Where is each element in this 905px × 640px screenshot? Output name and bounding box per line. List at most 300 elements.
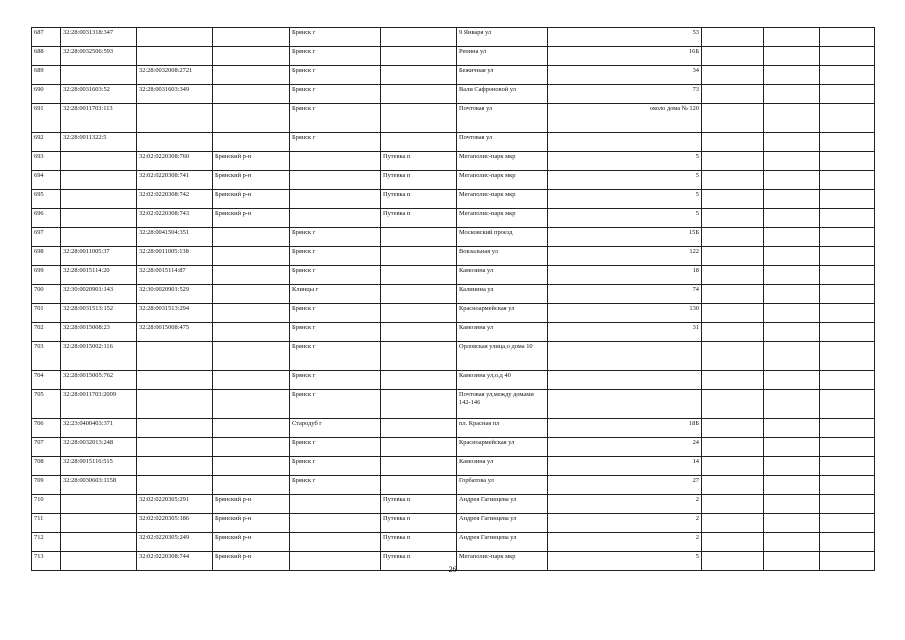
table-row [32,133,875,152]
settlement-cell [381,266,457,285]
cadastral-number-2-cell: 32:02:0220308:741 [137,171,213,190]
table-row [32,152,875,171]
empty-cell [764,85,820,104]
cadastral-number-cell [61,190,137,209]
empty-cell [764,190,820,209]
settlement-cell [381,438,457,457]
street-cell: Мегаполис-парк мкр [457,209,548,228]
district-cell: Брянский р-н [213,514,290,533]
empty-cell [820,266,875,285]
district-cell: Брянский р-н [213,533,290,552]
district-cell [213,247,290,266]
row-number-cell: 696 [32,209,61,228]
settlement-cell [381,285,457,304]
table-row [32,209,875,228]
cadastral-number-2-cell: 32:02:0220305:186 [137,514,213,533]
address-register-table [31,27,875,571]
empty-cell [764,171,820,190]
house-cell: 73 [548,85,702,104]
page-number: 26 [448,565,457,574]
empty-cell [764,133,820,152]
empty-cell [702,371,764,390]
settlement-cell [381,476,457,495]
district-cell [213,371,290,390]
house-cell: 15Б [548,228,702,247]
street-cell: Андрея Гагинцева ул [457,533,548,552]
house-cell: 18 [548,266,702,285]
street-cell: Камозина ул [457,323,548,342]
cadastral-number-2-cell [137,371,213,390]
cadastral-number-2-cell [137,457,213,476]
settlement-cell [381,304,457,323]
row-number-cell: 690 [32,85,61,104]
district-cell [213,304,290,323]
empty-cell [764,228,820,247]
empty-cell [820,171,875,190]
empty-cell [820,304,875,323]
empty-cell [702,514,764,533]
row-number-cell: 712 [32,533,61,552]
cadastral-number-2-cell: 32:02:0220308:743 [137,209,213,228]
city-cell [290,190,381,209]
cadastral-number-cell [61,209,137,228]
city-cell: Брянск г [290,133,381,152]
house-cell: 5 [548,190,702,209]
settlement-cell [381,228,457,247]
street-cell: 9 Января ул [457,28,548,47]
cadastral-number-cell [61,66,137,85]
city-cell: Брянск г [290,85,381,104]
street-cell: Красноармейская ул [457,438,548,457]
house-cell: 2 [548,533,702,552]
street-cell: Камозина ул [457,457,548,476]
city-cell: Брянск г [290,247,381,266]
district-cell: Брянский р-н [213,190,290,209]
cadastral-number-cell [61,495,137,514]
cadastral-number-cell: 32:28:0032013:248 [61,438,137,457]
district-cell [213,266,290,285]
city-cell: Брянск г [290,104,381,133]
table-row [32,28,875,47]
cadastral-number-2-cell: 32:28:0031513:294 [137,304,213,323]
street-cell: Вали Сафроновой ул [457,85,548,104]
empty-cell [820,247,875,266]
row-number-cell: 694 [32,171,61,190]
empty-cell [702,28,764,47]
district-cell: Брянский р-н [213,209,290,228]
city-cell: Брянск г [290,438,381,457]
cadastral-number-2-cell: 32:02:0220305:249 [137,533,213,552]
row-number-cell: 698 [32,247,61,266]
settlement-cell: Путевка п [381,552,457,571]
empty-cell [764,342,820,371]
table-row [32,476,875,495]
empty-cell [820,190,875,209]
cadastral-number-cell [61,228,137,247]
settlement-cell [381,342,457,371]
cadastral-number-2-cell [137,28,213,47]
table-row [32,190,875,209]
cadastral-number-2-cell: 32:30:0020901:529 [137,285,213,304]
empty-cell [702,285,764,304]
empty-cell [702,85,764,104]
empty-cell [702,247,764,266]
house-cell: 31 [548,323,702,342]
empty-cell [702,457,764,476]
house-cell [548,390,702,419]
empty-cell [820,104,875,133]
empty-cell [702,304,764,323]
empty-cell [820,514,875,533]
street-cell: Мегаполис-парк мкр [457,171,548,190]
house-cell: 2 [548,495,702,514]
row-number-cell: 692 [32,133,61,152]
district-cell: Брянский р-н [213,552,290,571]
empty-cell [764,104,820,133]
empty-cell [702,438,764,457]
city-cell: Клинцы г [290,285,381,304]
district-cell [213,66,290,85]
row-number-cell: 704 [32,371,61,390]
empty-cell [702,476,764,495]
row-number-cell: 710 [32,495,61,514]
empty-cell [702,171,764,190]
empty-cell [820,133,875,152]
row-number-cell: 691 [32,104,61,133]
cadastral-number-2-cell: 32:28:0011005:138 [137,247,213,266]
cadastral-number-cell: 32:28:0011005:37 [61,247,137,266]
cadastral-number-cell: 32:28:0031318:347 [61,28,137,47]
empty-cell [820,66,875,85]
row-number-cell: 701 [32,304,61,323]
city-cell [290,171,381,190]
table-row [32,495,875,514]
district-cell [213,390,290,419]
cadastral-number-2-cell [137,419,213,438]
city-cell: Брянск г [290,342,381,371]
cadastral-number-cell: 32:30:0020901:143 [61,285,137,304]
street-cell: Андрея Гагинцева ул [457,514,548,533]
row-number-cell: 687 [32,28,61,47]
settlement-cell [381,85,457,104]
table-row [32,514,875,533]
empty-cell [764,371,820,390]
city-cell: Брянск г [290,228,381,247]
row-number-cell: 700 [32,285,61,304]
cadastral-number-cell: 32:28:0015116:515 [61,457,137,476]
empty-cell [702,66,764,85]
empty-cell [820,28,875,47]
city-cell: Брянск г [290,371,381,390]
cadastral-number-cell: 32:28:0015114:20 [61,266,137,285]
table-row [32,390,875,419]
row-number-cell: 713 [32,552,61,571]
cadastral-number-cell [61,171,137,190]
row-number-cell: 688 [32,47,61,66]
settlement-cell: Путевка п [381,495,457,514]
empty-cell [702,228,764,247]
row-number-cell: 702 [32,323,61,342]
district-cell [213,323,290,342]
table-row [32,342,875,371]
settlement-cell [381,390,457,419]
city-cell: Стародуб г [290,419,381,438]
district-cell [213,104,290,133]
cadastral-number-2-cell [137,342,213,371]
empty-cell [764,533,820,552]
house-cell: 130 [548,304,702,323]
empty-cell [702,533,764,552]
register-body [32,28,875,571]
house-cell: 24 [548,438,702,457]
cadastral-number-cell: 32:23:0400403:371 [61,419,137,438]
city-cell: Брянск г [290,476,381,495]
empty-cell [764,209,820,228]
settlement-cell: Путевка п [381,152,457,171]
street-cell: пл. Красная пл [457,419,548,438]
row-number-cell: 705 [32,390,61,419]
house-cell: 2 [548,514,702,533]
district-cell [213,342,290,371]
house-cell: 5 [548,209,702,228]
cadastral-number-cell: 32:28:0011703:113 [61,104,137,133]
district-cell [213,419,290,438]
street-cell: Орловская улица,о дома 10 [457,342,548,371]
row-number-cell: 695 [32,190,61,209]
cadastral-number-cell: 32:28:0032506:593 [61,47,137,66]
empty-cell [702,209,764,228]
house-cell: 27 [548,476,702,495]
empty-cell [820,495,875,514]
row-number-cell: 709 [32,476,61,495]
table-row [32,47,875,66]
street-cell: Калинина ул [457,285,548,304]
table-row [32,438,875,457]
empty-cell [764,514,820,533]
empty-cell [820,533,875,552]
cadastral-number-cell: 32:28:0011703:2009 [61,390,137,419]
settlement-cell: Путевка п [381,190,457,209]
district-cell: Брянский р-н [213,152,290,171]
street-cell: Московский проезд [457,228,548,247]
city-cell: Брянск г [290,457,381,476]
empty-cell [702,104,764,133]
row-number-cell: 707 [32,438,61,457]
empty-cell [820,419,875,438]
street-cell: Бежичная ул [457,66,548,85]
house-cell: 18Б [548,419,702,438]
cadastral-number-cell [61,152,137,171]
district-cell: Брянский р-н [213,171,290,190]
empty-cell [820,457,875,476]
empty-cell [702,47,764,66]
district-cell [213,285,290,304]
house-cell: 74 [548,285,702,304]
empty-cell [702,419,764,438]
empty-cell [702,152,764,171]
empty-cell [820,85,875,104]
table-row [32,533,875,552]
city-cell: Брянск г [290,47,381,66]
cadastral-number-2-cell: 32:02:0220308:744 [137,552,213,571]
street-cell: Камозина ул,о.д 40 [457,371,548,390]
street-cell: Почтовая ул [457,133,548,152]
district-cell [213,28,290,47]
empty-cell [764,47,820,66]
settlement-cell: Путевка п [381,171,457,190]
street-cell: Почтовая ул [457,104,548,133]
table-row [32,323,875,342]
table-row [32,266,875,285]
empty-cell [764,457,820,476]
district-cell [213,457,290,476]
empty-cell [702,495,764,514]
cadastral-number-2-cell: 32:02:0220308:760 [137,152,213,171]
cadastral-number-2-cell [137,133,213,152]
row-number-cell: 708 [32,457,61,476]
house-cell [548,371,702,390]
house-cell: 14 [548,457,702,476]
settlement-cell: Путевка п [381,514,457,533]
settlement-cell [381,247,457,266]
empty-cell [764,285,820,304]
empty-cell [764,476,820,495]
street-cell: Камозина ул [457,266,548,285]
empty-cell [820,209,875,228]
cadastral-number-cell: 32:28:0011322:5 [61,133,137,152]
table-row [32,66,875,85]
settlement-cell [381,419,457,438]
row-number-cell: 689 [32,66,61,85]
settlement-cell: Путевка п [381,209,457,228]
cadastral-number-cell [61,514,137,533]
city-cell: Брянск г [290,28,381,47]
cadastral-number-2-cell: 32:28:0032008:2721 [137,66,213,85]
district-cell [213,438,290,457]
street-cell: Андрея Гагинцева ул [457,495,548,514]
street-cell: Репина ул [457,47,548,66]
empty-cell [764,66,820,85]
row-number-cell: 697 [32,228,61,247]
cadastral-number-2-cell: 32:02:0220305:291 [137,495,213,514]
empty-cell [702,266,764,285]
house-cell: 53 [548,28,702,47]
cadastral-number-cell: 32:28:0031513:152 [61,304,137,323]
cadastral-number-2-cell [137,104,213,133]
house-cell: 5 [548,171,702,190]
table-row [32,304,875,323]
row-number-cell: 706 [32,419,61,438]
empty-cell [764,247,820,266]
city-cell: Брянск г [290,323,381,342]
cadastral-number-cell: 32:28:0015008:23 [61,323,137,342]
empty-cell [820,323,875,342]
settlement-cell: Путевка п [381,533,457,552]
district-cell [213,476,290,495]
table-row [32,371,875,390]
settlement-cell [381,28,457,47]
city-cell: Брянск г [290,66,381,85]
street-cell: Мегаполис-парк мкр [457,552,548,571]
settlement-cell [381,104,457,133]
settlement-cell [381,323,457,342]
cadastral-number-2-cell [137,390,213,419]
empty-cell [820,342,875,371]
house-cell: 16Б [548,47,702,66]
empty-cell [764,28,820,47]
empty-cell [764,438,820,457]
street-cell: Мегаполис-парк мкр [457,190,548,209]
cadastral-number-cell: 32:28:0030603:1158 [61,476,137,495]
empty-cell [820,228,875,247]
house-cell: 34 [548,66,702,85]
empty-cell [702,390,764,419]
city-cell [290,495,381,514]
house-cell: около дома № 120 [548,104,702,133]
cadastral-number-cell: 32:28:0015002:116 [61,342,137,371]
house-cell [548,133,702,152]
street-cell: Вокзальная ул [457,247,548,266]
cadastral-number-2-cell [137,47,213,66]
empty-cell [764,495,820,514]
empty-cell [702,133,764,152]
street-cell: Красноармейская ул [457,304,548,323]
table-row [32,228,875,247]
district-cell: Брянский р-н [213,495,290,514]
street-cell: Почтовая ул,между домами 142-146 [457,390,548,419]
cadastral-number-2-cell: 32:28:0031603:349 [137,85,213,104]
district-cell [213,133,290,152]
cadastral-number-2-cell: 32:28:0041504:351 [137,228,213,247]
settlement-cell [381,66,457,85]
settlement-cell [381,457,457,476]
row-number-cell: 703 [32,342,61,371]
cadastral-number-2-cell [137,476,213,495]
cadastral-number-cell: 32:28:0015005:762 [61,371,137,390]
table-row [32,171,875,190]
city-cell [290,533,381,552]
empty-cell [820,390,875,419]
empty-cell [820,47,875,66]
house-cell: 5 [548,152,702,171]
street-cell: Мегаполис-парк мкр [457,152,548,171]
empty-cell [702,323,764,342]
table-row [32,419,875,438]
district-cell [213,85,290,104]
empty-cell [702,190,764,209]
cadastral-number-cell [61,533,137,552]
district-cell [213,47,290,66]
empty-cell [764,266,820,285]
cadastral-number-2-cell: 32:28:0015008:475 [137,323,213,342]
district-cell [213,228,290,247]
empty-cell [764,152,820,171]
city-cell: Брянск г [290,304,381,323]
table-row [32,247,875,266]
cadastral-number-2-cell: 32:28:0015114:87 [137,266,213,285]
empty-cell [764,390,820,419]
city-cell [290,152,381,171]
row-number-cell: 699 [32,266,61,285]
row-number-cell: 711 [32,514,61,533]
empty-cell [702,342,764,371]
settlement-cell [381,47,457,66]
empty-cell [764,304,820,323]
empty-cell [820,152,875,171]
settlement-cell [381,371,457,390]
empty-cell [820,285,875,304]
city-cell: Брянск г [290,390,381,419]
